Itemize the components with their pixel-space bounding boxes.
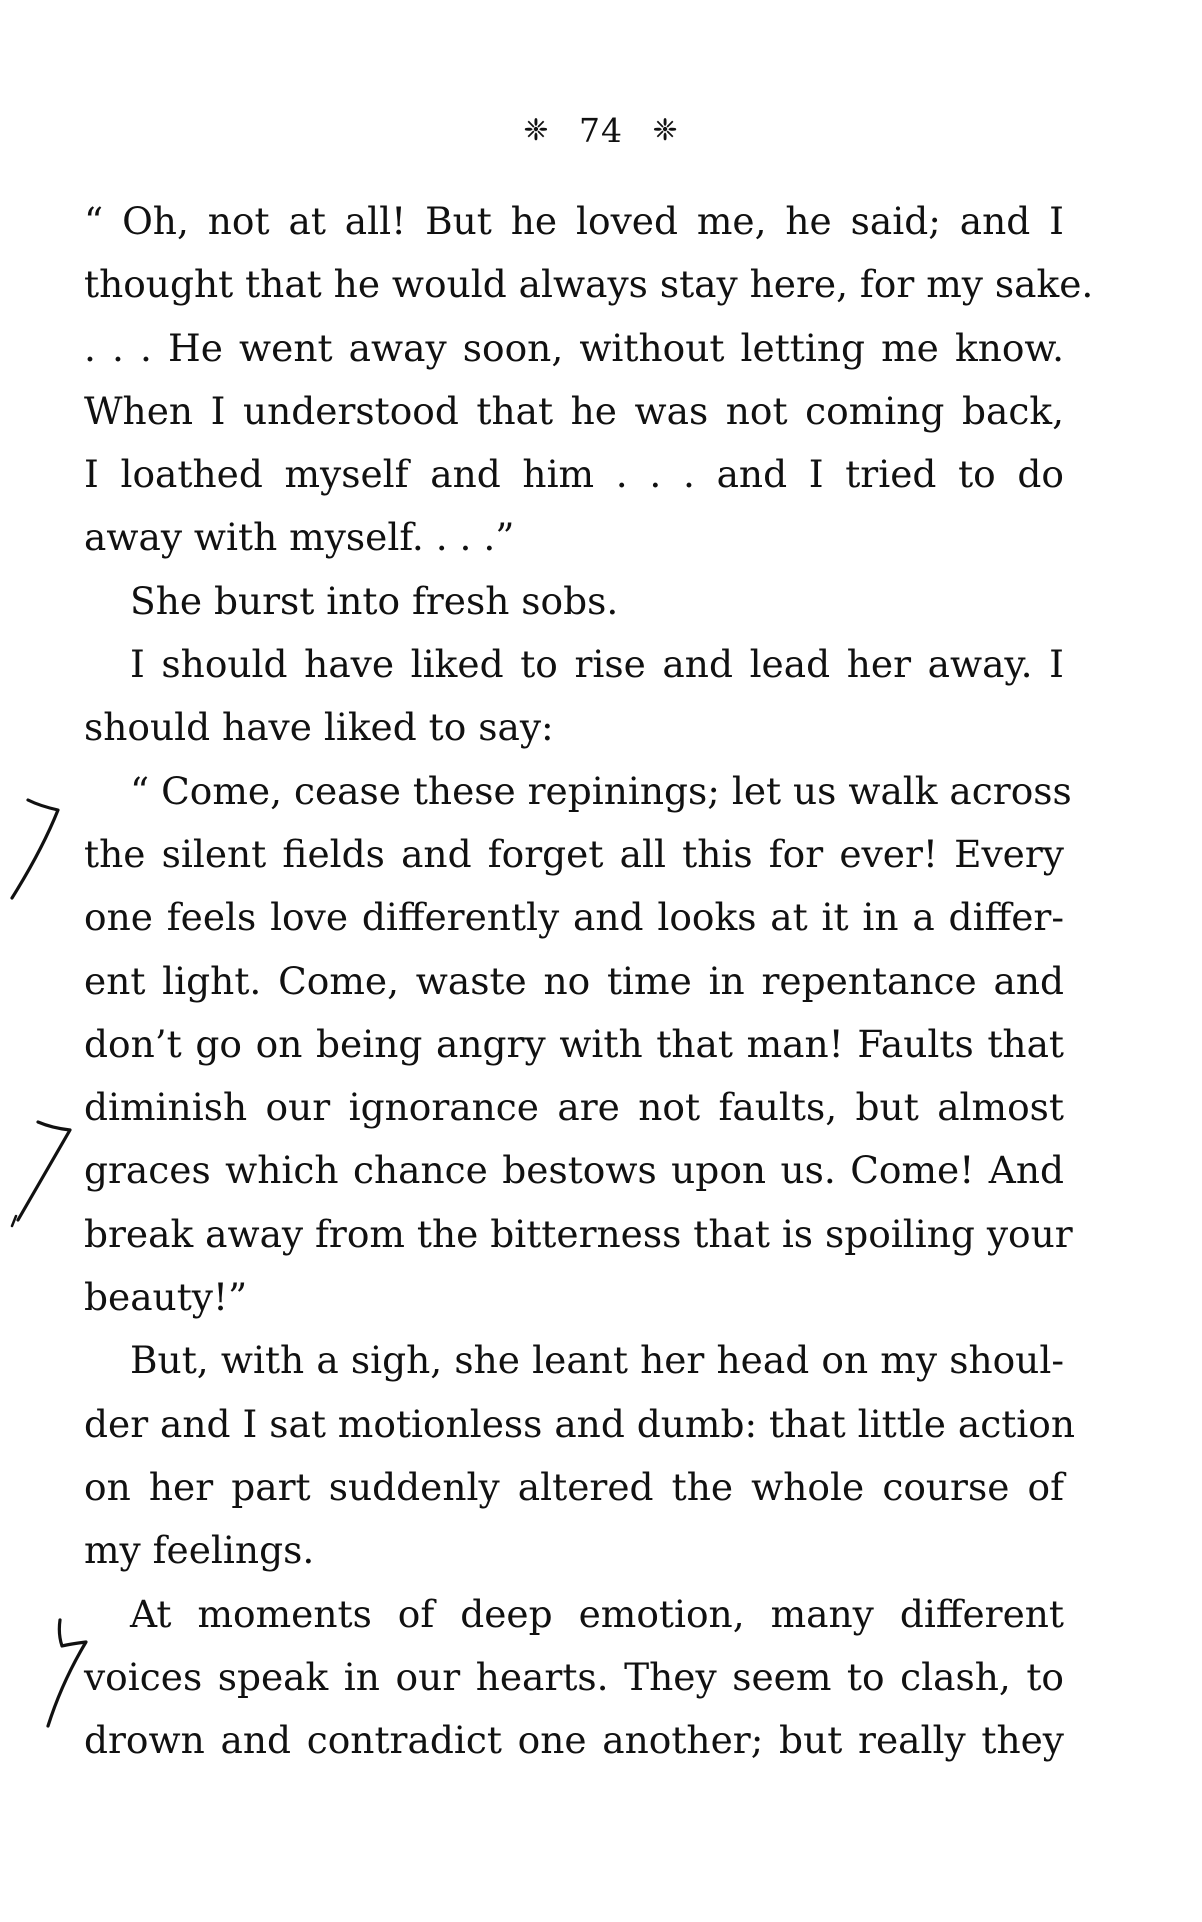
text-line: I should have liked to rise and lead her away. I <box>130 642 1064 687</box>
handwritten-seven-mark-icon <box>0 780 90 920</box>
ornament-left-icon: ❈ <box>523 112 550 148</box>
text-line: graces which chance bestows upon us. Come! And <box>84 1148 1064 1193</box>
text-line: thought that he would always stay here, for my sake. <box>84 262 1094 307</box>
text-line: She burst into fresh sobs. <box>130 578 619 623</box>
text-line: away with myself. . . .” <box>84 515 515 560</box>
text-line: “ Come, cease these repinings; let us walk across <box>130 768 1072 813</box>
ornament-right-icon: ❈ <box>652 112 679 148</box>
text-line: my feelings. <box>84 1528 315 1573</box>
handwritten-seven-mark-icon <box>0 1598 90 1738</box>
text-line: “ Oh, not at all! But he loved me, he said; and I <box>84 199 1064 243</box>
text-line: beauty!” <box>84 1275 248 1320</box>
text-line: one feels love differently and looks at it in a differ- <box>84 895 1064 940</box>
page-number: 74 <box>579 110 623 150</box>
text-line: But, with a sigh, she leant her head on my shoul- <box>130 1338 1064 1383</box>
text-line: When I understood that he was not coming back, <box>84 388 1064 433</box>
text-line: At moments of deep emotion, many different <box>130 1591 1064 1636</box>
page-header <box>0 108 1202 150</box>
body-text <box>84 190 1094 1772</box>
text-line: voices speak in our hearts. They seem to clash, to <box>84 1654 1064 1699</box>
text-line: break away from the bitterness that is spoiling your <box>84 1211 1073 1256</box>
text-line: diminish our ignorance are not faults, but almost <box>84 1085 1064 1130</box>
text-line: ent light. Come, waste no time in repentance and <box>84 958 1064 1003</box>
handwritten-seven-mark-icon <box>0 1090 90 1230</box>
text-line: drown and contradict one another; but really they <box>84 1718 1064 1763</box>
text-line: should have liked to say: <box>84 705 554 750</box>
text-line: the silent fields and forget all this for ever! Every <box>84 831 1064 876</box>
text-line: don’t go on being angry with that man! Faults that <box>84 1021 1064 1066</box>
text-line: . . . He went away soon, without letting me know. <box>84 325 1064 370</box>
text-line: I loathed myself and him . . . and I tried to do <box>84 452 1064 497</box>
text-line: der and I sat motionless and dumb: that little action <box>84 1401 1075 1446</box>
text-line: on her part suddenly altered the whole course of <box>84 1464 1064 1509</box>
